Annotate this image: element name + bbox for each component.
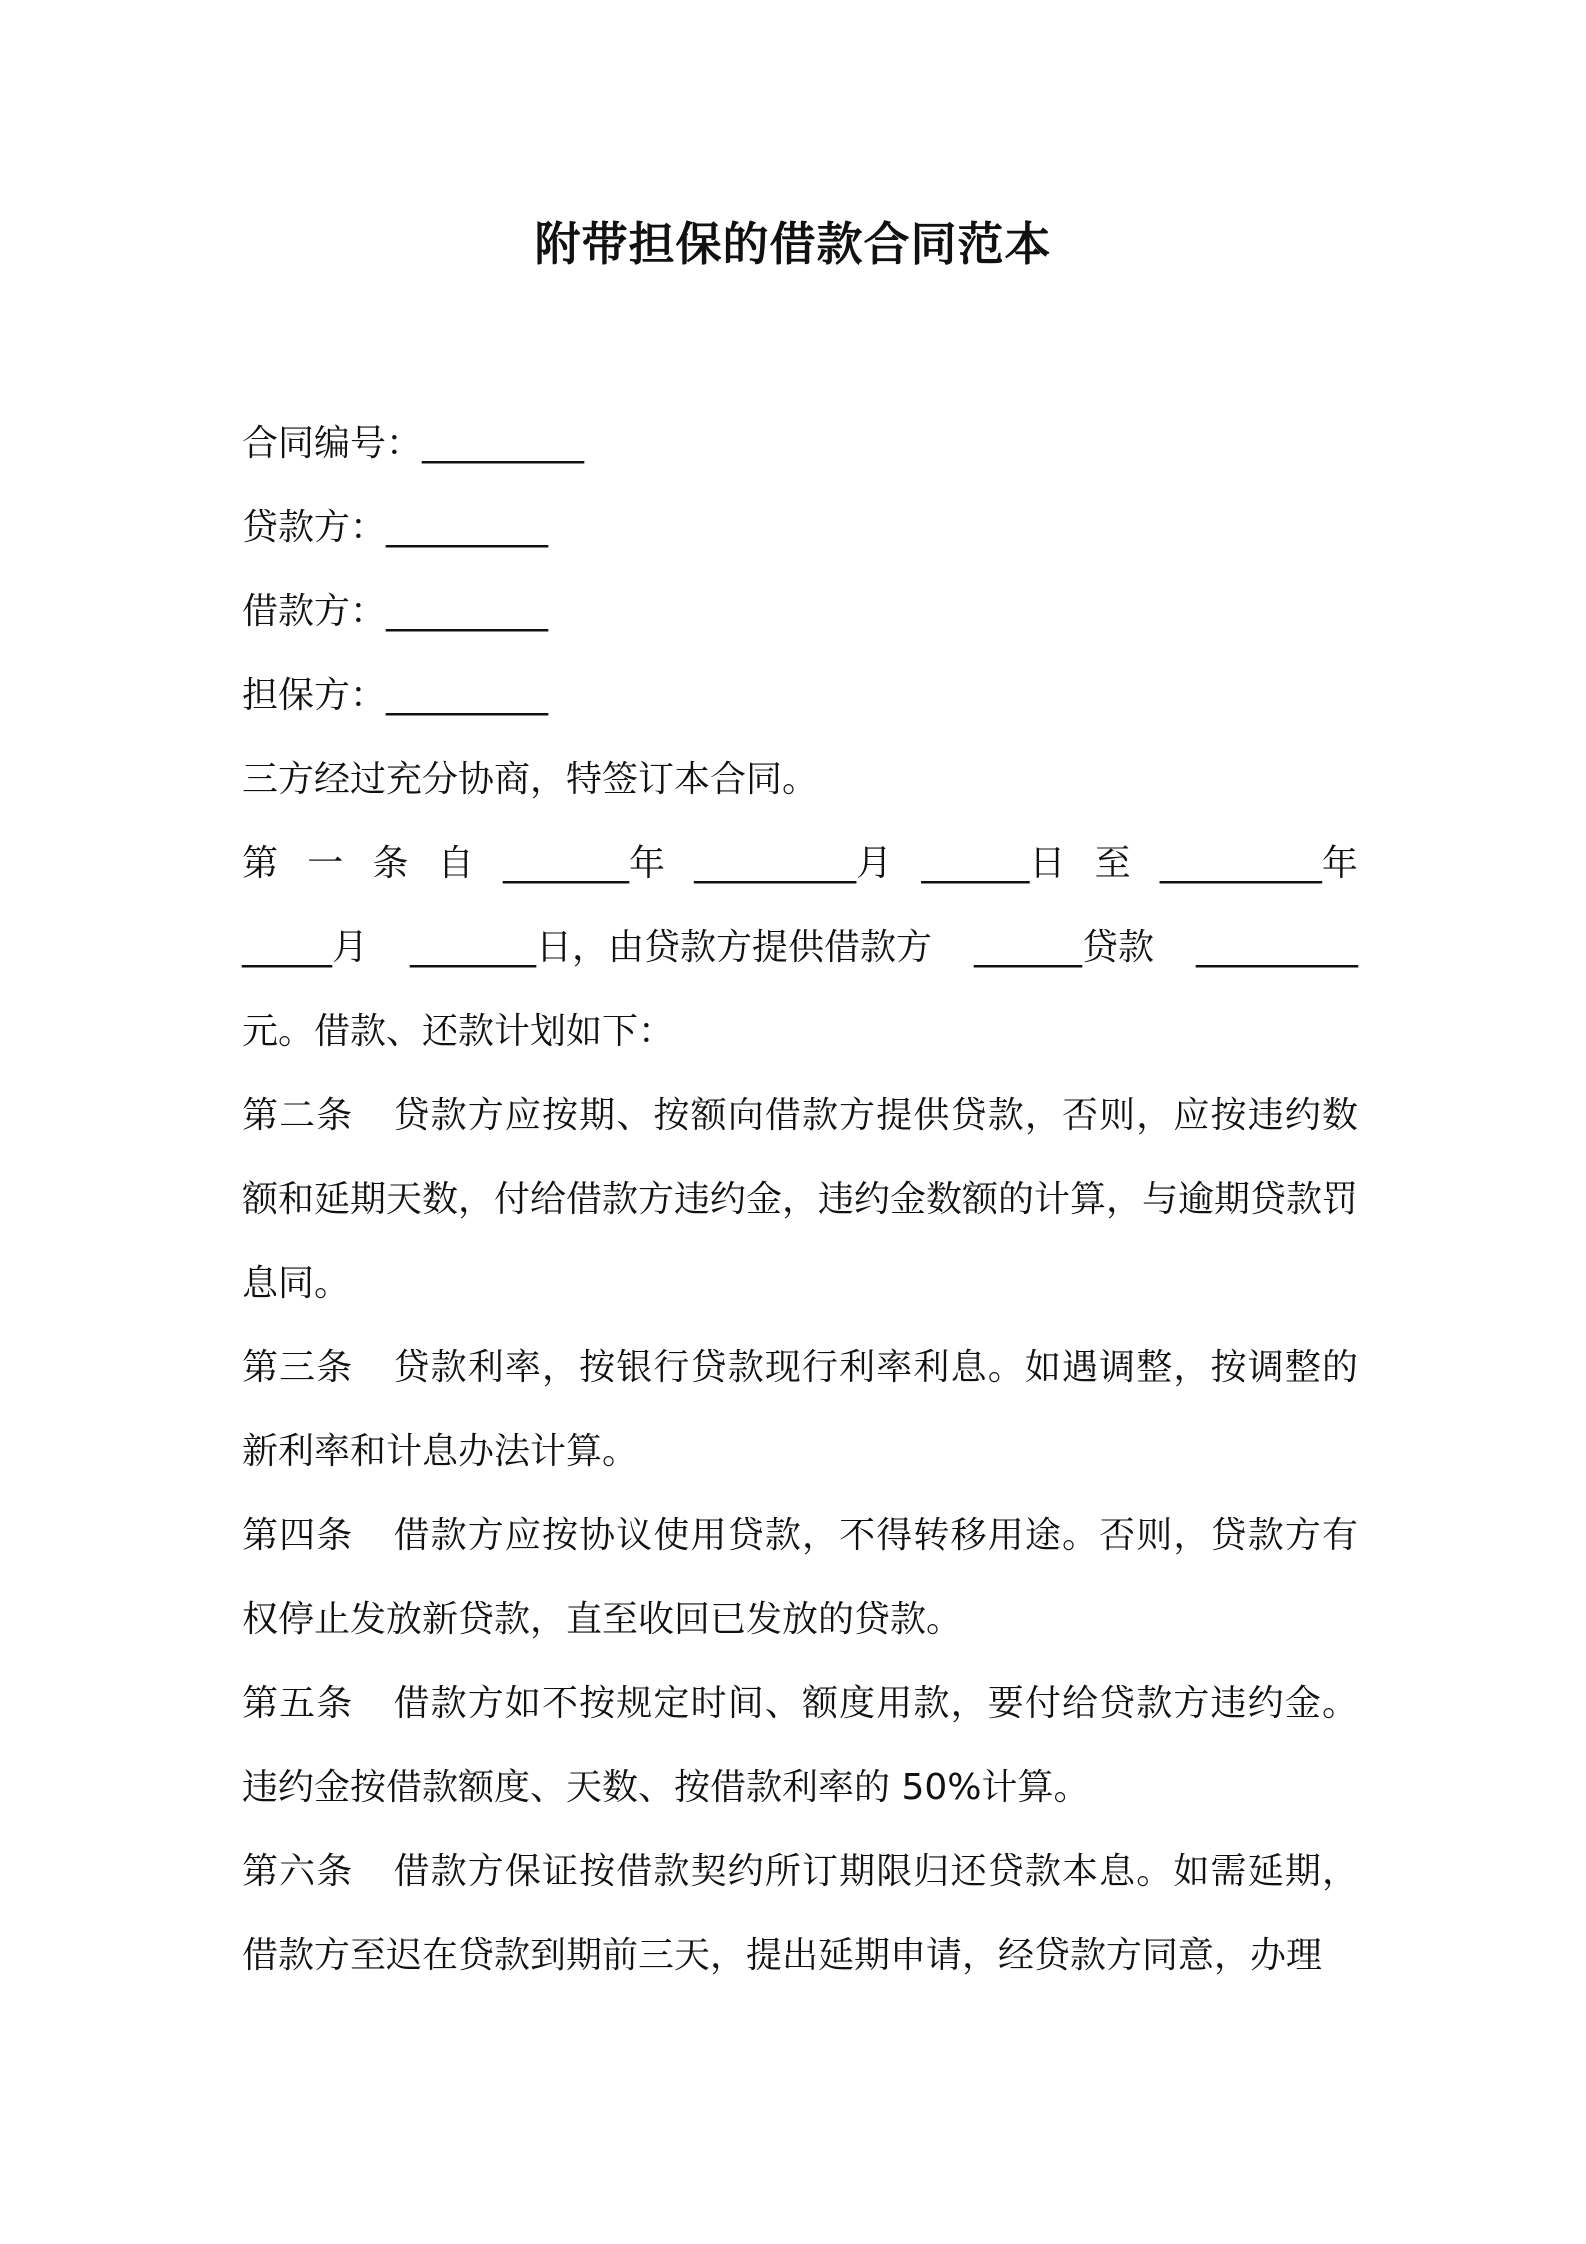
field-label: 担保方：: [242, 675, 387, 716]
article-1-line-3: 元。借款、还款计划如下：: [242, 1011, 675, 1052]
article-5: [242, 1662, 1358, 1830]
article-1-word: _________: [1196, 927, 1358, 968]
article-6: [242, 1830, 1358, 1998]
article-text: 借款方保证按借款契约所订期限归还贷款本息。如需延期，借款方至迟在贷款到期前三天，提出延期申请，经贷款方同意，办理: [242, 1851, 1358, 1976]
guarantor-field: [242, 654, 1358, 738]
article-3: [242, 1326, 1358, 1494]
contract-number-field: [242, 402, 1358, 486]
document-body: [242, 402, 1358, 1998]
article-1-line-1: [242, 822, 1358, 906]
article-1-word: ______贷款: [974, 927, 1155, 968]
article-1-word: _______日，由贷款方提供借款方: [410, 927, 933, 968]
article-text: 借款方如不按规定时间、额度用款，要付给贷款方违约金。违约金按借款额度、天数、按借款利率的 50%计算。: [242, 1683, 1358, 1808]
document-title: 附带担保的借款合同范本: [534, 217, 1052, 271]
field-label: 贷款方：: [242, 507, 387, 548]
borrower-field: [242, 570, 1358, 654]
article-1-word: _______年: [502, 843, 665, 884]
article-1-word: _________月: [694, 843, 893, 884]
article-text: 贷款方应按期、按额向借款方提供贷款，否则，应按违约数额和延期天数，付给借款方违约金，违约金数额的计算，与逾期贷款罚息同。: [242, 1095, 1359, 1304]
article-1-word: ______日: [921, 843, 1066, 884]
field-blank: _________: [386, 675, 549, 716]
field-label: 合同编号：: [242, 423, 423, 464]
lender-field: [242, 486, 1358, 570]
article-1-word: _____月: [242, 927, 369, 968]
article-1-word: 第: [242, 843, 279, 884]
article-1-word: 自: [437, 843, 474, 884]
article-label: 第六条: [242, 1851, 354, 1892]
article-label: 第五条: [242, 1683, 354, 1724]
article-text: 借款方应按协议使用贷款，不得转移用途。否则，贷款方有权停止发放新贷款，直至收回已发放的贷款。: [242, 1515, 1358, 1640]
article-1-word: 一: [307, 843, 344, 884]
article-label: 第三条: [242, 1347, 354, 1388]
article-text: 贷款利率，按银行贷款现行利率利息。如遇调整，按调整的新利率和计息办法计算。: [242, 1347, 1358, 1472]
article-1-word: 条: [372, 843, 409, 884]
article-label: 第四条: [242, 1515, 354, 1556]
article-4: [242, 1494, 1358, 1662]
field-blank: _________: [386, 591, 549, 632]
article-2: [242, 1074, 1358, 1326]
article-1-line-2: [242, 906, 1358, 990]
article-label: 第二条: [242, 1095, 354, 1136]
intro-sentence: 三方经过充分协商，特签订本合同。: [242, 759, 819, 800]
article-1-word: 至: [1094, 843, 1131, 884]
article-1-word: _________年: [1159, 843, 1358, 884]
field-blank: _________: [422, 423, 585, 464]
field-label: 借款方：: [242, 591, 387, 632]
field-blank: _________: [386, 507, 549, 548]
